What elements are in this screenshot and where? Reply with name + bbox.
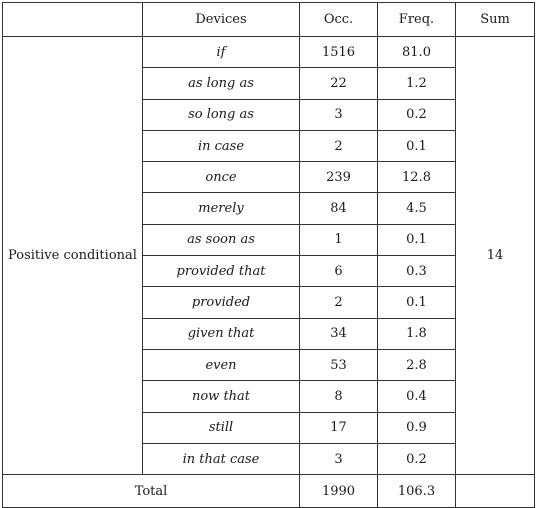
device-cell: provided that [143, 256, 300, 287]
occ-cell: 239 [300, 162, 378, 193]
conditional-devices-table [2, 2, 535, 508]
device-cell: now that [143, 381, 300, 412]
occ-cell: 8 [300, 381, 378, 412]
freq-cell: 1.8 [378, 318, 456, 349]
freq-cell: 0.2 [378, 443, 456, 474]
occ-cell: 2 [300, 287, 378, 318]
occ-cell: 53 [300, 349, 378, 380]
freq-cell: 4.5 [378, 193, 456, 224]
device-cell: in that case [143, 443, 300, 474]
device-cell: if [143, 37, 300, 68]
total-row [3, 475, 535, 508]
occ-cell: 3 [300, 99, 378, 130]
freq-cell: 81.0 [378, 37, 456, 68]
header-category [3, 3, 143, 37]
occ-cell: 1 [300, 224, 378, 255]
freq-cell: 0.1 [378, 130, 456, 161]
occ-cell: 6 [300, 256, 378, 287]
freq-cell: 0.1 [378, 224, 456, 255]
freq-cell: 1.2 [378, 68, 456, 99]
occ-cell: 84 [300, 193, 378, 224]
device-cell: as long as [143, 68, 300, 99]
total-occ: 1990 [300, 475, 378, 508]
header-occ: Occ. [300, 3, 378, 37]
device-cell: provided [143, 287, 300, 318]
freq-cell: 0.2 [378, 99, 456, 130]
freq-cell: 0.9 [378, 412, 456, 443]
total-label: Total [3, 475, 300, 508]
freq-cell: 12.8 [378, 162, 456, 193]
device-cell: even [143, 349, 300, 380]
device-cell: in case [143, 130, 300, 161]
device-cell: as soon as [143, 224, 300, 255]
sum-cell: 14 [456, 37, 535, 475]
table-container [2, 2, 534, 505]
freq-cell: 2.8 [378, 349, 456, 380]
device-cell: still [143, 412, 300, 443]
freq-cell: 0.3 [378, 256, 456, 287]
table-body [3, 37, 535, 475]
header-row [3, 3, 535, 37]
occ-cell: 22 [300, 68, 378, 99]
device-cell: merely [143, 193, 300, 224]
occ-cell: 34 [300, 318, 378, 349]
header-devices: Devices [143, 3, 300, 37]
header-freq: Freq. [378, 3, 456, 37]
header-sum: Sum [456, 3, 535, 37]
total-sum [456, 475, 535, 508]
occ-cell: 1516 [300, 37, 378, 68]
table-row [3, 37, 535, 68]
freq-cell: 0.4 [378, 381, 456, 412]
total-freq: 106.3 [378, 475, 456, 508]
occ-cell: 2 [300, 130, 378, 161]
category-cell: Positive conditional [3, 37, 143, 475]
occ-cell: 3 [300, 443, 378, 474]
device-cell: so long as [143, 99, 300, 130]
freq-cell: 0.1 [378, 287, 456, 318]
device-cell: once [143, 162, 300, 193]
device-cell: given that [143, 318, 300, 349]
occ-cell: 17 [300, 412, 378, 443]
